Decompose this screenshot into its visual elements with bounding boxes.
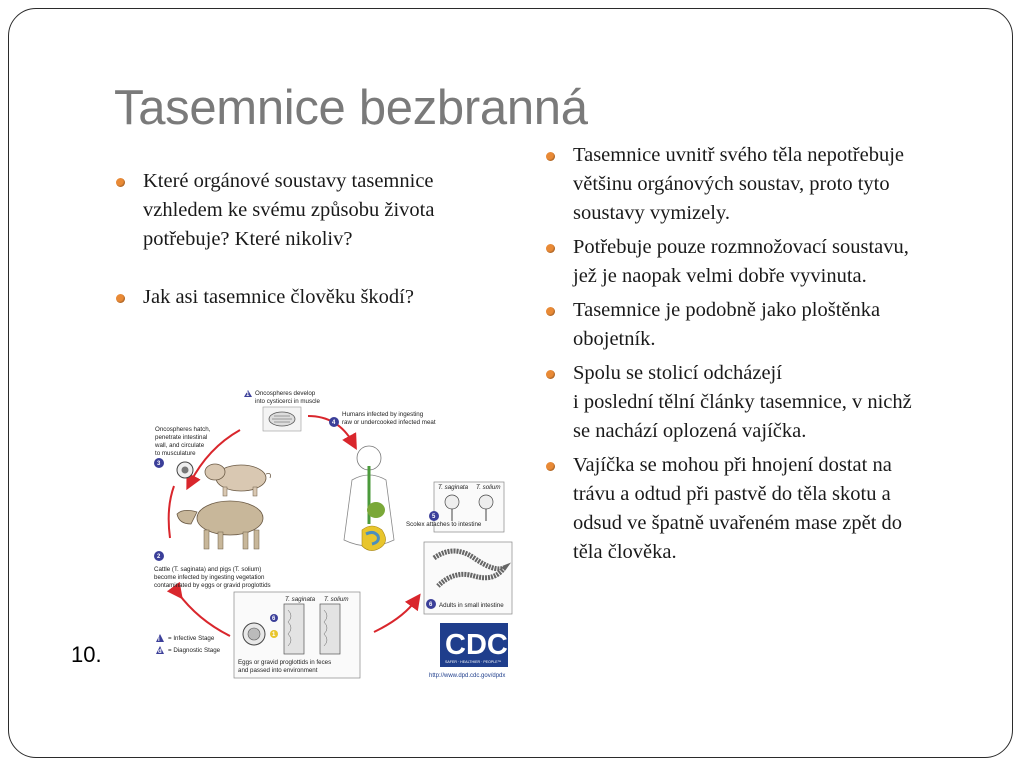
left-bullet-item [114,283,514,312]
bullet-text-line: těla člověka. [573,541,677,563]
svg-text:and passed into environment: and passed into environment [238,667,318,674]
bullet-icon [116,294,125,303]
svg-text:wall, and circulate: wall, and circulate [155,442,205,449]
cycle-arrow [169,486,174,538]
right-bullet-item [544,141,1004,228]
right-bullet-list [544,141,1004,572]
svg-text:1: 1 [246,392,250,398]
svg-text:6: 6 [429,602,433,608]
bullet-text-line: se nachází oplozená vajíčka. [573,420,807,442]
bullet-text-line: potřebuje? Které nikoliv? [143,228,353,250]
left-bullet-list [114,167,514,312]
life-cycle-svg [148,388,520,683]
svg-text:CDC: CDC [445,629,508,661]
svg-text:4: 4 [332,420,336,426]
bullet-text-line: Tasemnice je podobně jako ploštěnka [573,299,881,321]
svg-text:1: 1 [272,632,276,638]
svg-text:5: 5 [432,514,436,520]
right-bullet-item [544,233,1004,291]
tapeworm-life-cycle-diagram [148,388,520,683]
bullet-icon [546,244,555,253]
svg-text:Scolex attaches to intestine: Scolex attaches to intestine [406,521,482,528]
step-2-cattle-pigs [154,551,271,589]
right-bullet-item [544,296,1004,354]
svg-text:raw or undercooked infected me: raw or undercooked infected meat [342,419,436,426]
cdc-url: http://www.dpd.cdc.gov/dpdx [429,673,506,679]
bullet-text-line: jež je naopak velmi dobře vyvinuta. [573,265,867,287]
cycle-arrow [374,600,416,632]
bullet-text-line: většinu orgánových soustav, proto tyto [573,173,890,195]
bullet-text-line: Jak asi tasemnice člověku škodí? [143,286,414,308]
svg-text:Oncospheres develop: Oncospheres develop [255,390,316,397]
human-figure-illustration [344,446,394,551]
slide-number: 10. [71,642,102,667]
svg-text:Cattle (T. saginata) and pigs: Cattle (T. saginata) and pigs (T. solium) [154,566,262,573]
cow-illustration [177,501,263,549]
svg-text:6: 6 [272,616,276,622]
bullet-text-line: trávu a odtud při pastvě do těla skotu a [573,483,891,505]
svg-text:i: i [158,637,160,643]
svg-text:T. saginata: T. saginata [438,484,469,491]
diagram-legend [156,634,221,655]
svg-text:to musculature: to musculature [155,450,196,457]
svg-text:= Diagnostic Stage: = Diagnostic Stage [168,647,221,654]
cdc-logo [440,623,508,667]
bullet-text-line: Tasemnice uvnitř svého těla nepotřebuje [573,144,905,166]
svg-text:3: 3 [157,461,161,467]
bullet-text-line: Spolu se stolicí odcházejí [573,362,782,384]
svg-text:Humans infected by ingesting: Humans infected by ingesting [342,411,424,418]
right-bullet-item [544,451,1004,567]
step-1-cysticerci [244,390,321,431]
bullet-text-line: odsud ve špatně uvařeném mase zpět do [573,512,903,534]
svg-text:Oncospheres hatch,: Oncospheres hatch, [155,426,211,433]
bullet-text-line: vzhledem ke svému způsobu života [143,199,435,221]
bullet-text-line: Vajíčka se mohou při hnojení dostat na [573,454,892,476]
bullet-icon [546,307,555,316]
svg-text:SAFER · HEALTHIER · PEOPLE™: SAFER · HEALTHIER · PEOPLE™ [445,660,502,664]
bullet-icon [546,152,555,161]
svg-text:= Infective Stage: = Infective Stage [168,635,215,642]
bullet-icon [116,178,125,187]
svg-text:penetrate intestinal: penetrate intestinal [155,434,208,441]
right-bullet-item [544,359,1004,446]
step-5-scolex [406,482,504,532]
svg-text:contaminated by eggs or gravid: contaminated by eggs or gravid proglottids [154,582,271,589]
step-4-humans-infected [329,411,436,427]
svg-text:2: 2 [157,554,161,560]
svg-text:T. solium: T. solium [476,484,501,491]
bullet-text-line: i poslední tělní články tasemnice, v nichž [573,391,912,413]
bullet-icon [546,370,555,379]
bullet-text-line: soustavy vymizely. [573,202,730,224]
svg-text:d: d [158,649,162,655]
step-6-adults [424,542,512,614]
bullet-icon [546,462,555,471]
svg-text:T. solium: T. solium [324,596,349,603]
svg-text:T. saginata: T. saginata [285,596,316,603]
bullet-text-line: Které orgánové soustavy tasemnice [143,170,434,192]
slide-title: Tasemnice bezbranná [114,81,588,135]
svg-text:Adults in small intestine: Adults in small intestine [439,602,504,609]
svg-text:become infected by ingesting v: become infected by ingesting vegetation [154,574,265,581]
bullet-text-line: Potřebuje pouze rozmnožovací soustavu, [573,236,909,258]
svg-text:Eggs or gravid proglottids in: Eggs or gravid proglottids in feces [238,659,332,666]
step-3-oncospheres [154,426,211,478]
svg-text:into cysticerci in muscle: into cysticerci in muscle [255,398,320,405]
left-bullet-item [114,167,514,254]
step-eggs-proglottids [234,592,360,678]
cycle-arrow [178,593,230,636]
pig-illustration [205,464,271,496]
bullet-text-line: obojetník. [573,328,656,350]
